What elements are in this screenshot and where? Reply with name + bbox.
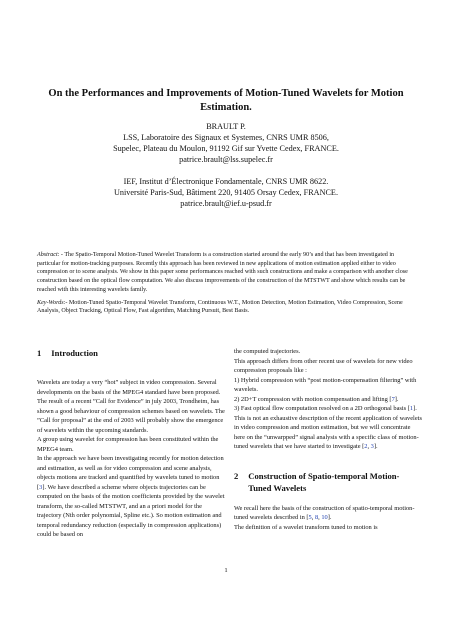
section-1-title: Introduction <box>51 348 98 358</box>
list-text: ]. <box>413 405 417 412</box>
left-column <box>37 347 225 540</box>
author-name: BRAULT P. <box>206 122 246 131</box>
abstract-block <box>37 251 417 320</box>
paragraph-text: ]. <box>373 443 378 450</box>
list-text: 2) 2D+T compression with motion compensation and lifting [ <box>234 395 392 403</box>
affiliation-1-line-2: Supelec, Plateau du Moulon, 91192 Gif sur Yvette Cedex, FRANCE. <box>113 144 339 153</box>
spacer <box>40 165 412 176</box>
section-1-number: 1 <box>37 348 42 358</box>
section-1-paragraph-2: A group using wavelet for compression has been constituted within the MPEG4 team. <box>37 436 219 453</box>
affiliation-2-line-1: IEF, Institut d’Électronique Fondamentale, CNRS UMR 8622. <box>123 177 329 186</box>
citation-link[interactable]: 5 <box>308 514 312 521</box>
abstract-paragraph <box>37 251 417 295</box>
approach-paragraph: This approach differs from other recent use of wavelets for new video compression proposals like : <box>234 357 413 374</box>
citation-link[interactable]: 3 <box>370 443 374 450</box>
citation-link[interactable]: 7 <box>391 395 395 403</box>
page-number: 1 <box>224 567 228 574</box>
list-text: ]. <box>394 395 399 403</box>
keywords-paragraph <box>37 299 417 316</box>
section-2-paragraph-1 <box>234 504 422 523</box>
abstract-text: : - The Spatio-Temporal Motion-Tuned Wavelet Transform is a construction started around the early 90’s and that has been investigated in particular for motion-tracking purposes. Recently this approach has been reviewed in new applications of motion estimation applied either to video compression or to scene analysis. We show in this paper some performances reached with such constructions and make a comparison with another close construction based on the optical flow computation. We also discuss improvements of the construction of the MTSTWT and show which results can be reached with this interesting wavelets family. <box>37 252 408 293</box>
paragraph-text: ]. <box>327 514 332 521</box>
right-column <box>234 347 422 532</box>
section-2-paragraph-2: The definition of a wavelet transform tuned to motion is <box>234 523 378 531</box>
section-1-heading <box>37 347 225 359</box>
affiliation-2-line-2: Université Paris-Sud, Bâtiment 220, 91405 Orsay Cedex, FRANCE. <box>113 188 338 197</box>
section-1-paragraph-3 <box>37 454 225 540</box>
affiliation-1-line-1: LSS, Laboratoire des Signaux et Systemes, CNRS UMR 8506, <box>123 133 329 142</box>
paragraph-text: , <box>367 443 371 450</box>
list-item-2 <box>234 395 422 405</box>
citation-link[interactable]: 1 <box>409 405 414 412</box>
keywords-text: :- Motion-Tuned Spatio-Temporal Wavelet Transform, Continuous W.T., Motion Detection, Motion Estimation, Video Compression, Scene Analysis, Object Tracking, Optical Flow, Fast algorithm, Matching Pursuit, Best Basis. <box>37 299 403 315</box>
paragraph-text: In the approach we have been investigating recently for motion detection and estimation, as well as for video compression and scene analysis, objects motions are tracked and quantified by wavelets tuned to motion [ <box>37 455 224 491</box>
author-email-1[interactable]: patrice.brault@lss.supelec.fr <box>179 155 273 164</box>
citation-link[interactable]: 8 <box>314 514 319 521</box>
section-2-title: Construction of Spatio-temporal Motion-Tuned Wavelets <box>248 470 400 493</box>
section-2-heading <box>234 470 422 494</box>
paper-title: On the Performances and Improvements of Motion-Tuned Wavelets for Motion Estimation. <box>48 88 404 113</box>
paragraph-text: This is not an exhaustive description of the recent application of wavelets in video compression and motion estimation, but we will concentrate here on the “unwarpped” signal analysis with a specific class of motion-tuned wavelets that we have started to investigate [ <box>234 414 422 450</box>
abstract-label: Abstract <box>37 252 58 258</box>
citation-link[interactable]: 2 <box>364 443 368 450</box>
paragraph-text: ]. We have described a scheme where objects trajectories can be computed on the basis of the motion coefficients provided by the wavelet transform, the so-called MTSTWT, and an a priori model for the trajectory (Nth order polynomial, Spline etc.). So motion estimation and temporal redundancy reduction (especially in compression applications) could be based on <box>37 483 225 538</box>
scope-paragraph <box>234 414 422 452</box>
paragraph-text: , <box>318 514 322 521</box>
continuation-line: the computed trajectories. <box>234 348 301 355</box>
keywords-label: Key-Words <box>37 299 64 306</box>
paragraph-text: We recall here the basis of the construction of spatio-temporal motion-tuned wavelets described in [ <box>234 504 415 521</box>
list-item-1: 1) Hybrid compression with “post motion-compensation filtering” with wavelets. <box>234 376 417 393</box>
section-2-number: 2 <box>234 470 239 481</box>
citation-link[interactable]: 3 <box>39 483 43 491</box>
paragraph-text: , <box>311 514 315 521</box>
author-email-2[interactable]: patrice.brault@ief.u-psud.fr <box>180 199 272 208</box>
citation-link[interactable]: 10 <box>321 514 328 521</box>
list-text: 3) Fast optical flow computation resolved on a 2D orthogonal basis [ <box>234 405 410 412</box>
author-block <box>40 121 412 209</box>
list-item-3 <box>234 404 422 414</box>
section-1-paragraph-1: Wavelets are today a very “hot” subject in video compression. Several developments on the basis of the MPEG4 standard have been proposed. The result of a recent ”Call for Evidence” in july 2003, Trondheim, has shown a good behaviour of compression schemes based on wavelets. The ”Call for proposal” at the end of 2003 will probably show the emergence of wavelets within the upcoming standards. <box>37 379 225 434</box>
